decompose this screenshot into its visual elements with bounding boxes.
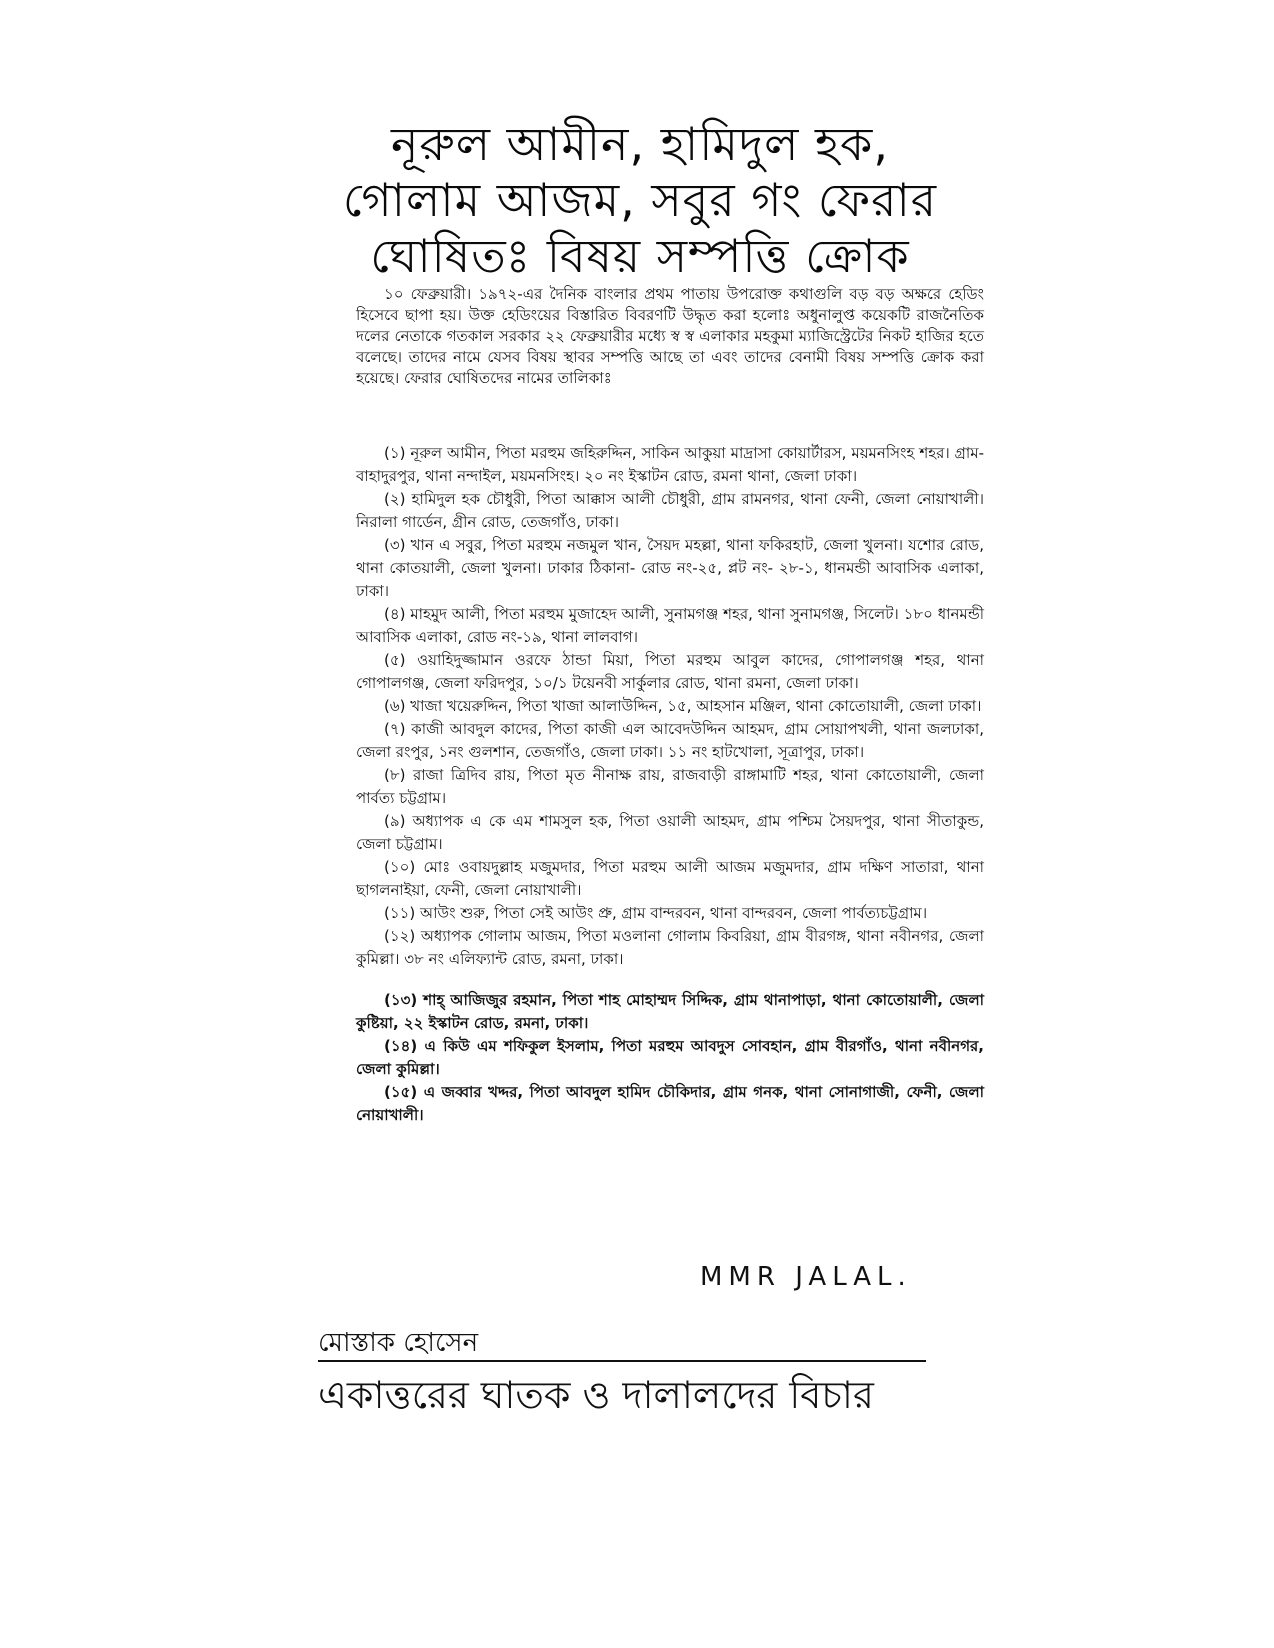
list-item: (১০) মোঃ ওবায়দুল্লাহ মজুমদার, পিতা মরহুম আলী আজম মজুমদার, গ্রাম দক্ষিণ সাতারা, থানা ছাগলনাইয়া, ফেনী, জেলা নোয়াখালী। (356, 858, 984, 899)
author-name: মোস্তাক হোসেন (318, 1328, 479, 1358)
list-item: (১৫) এ জব্বার খদ্দর, পিতা আবদুল হামিদ চৌকিদার, গ্রাম গনক, থানা সোনাগাজী, ফেনী, জেলা নোয়াখালী। (356, 1083, 984, 1124)
headline-line-3: ঘোষিতঃ বিষয় সম্পত্তি ক্রোক (370, 229, 910, 283)
list-item: (৮) রাজা ত্রিদিব রায়, পিতা মৃত নীনাক্ষ রায়, রাজবাড়ী রাঙ্গামাটি শহর, থানা কোতোয়ালী, জেলা পার্বত্য চট্টগ্রাম। (356, 766, 984, 807)
list-item: (৯) অধ্যাপক এ কে এম শামসুল হক, পিতা ওয়ালী আহমদ, গ্রাম পশ্চিম সৈয়দপুর, থানা সীতাকুন্ড, জেলা চট্টগ্রাম। (356, 812, 984, 853)
list-item: (২) হামিদুল হক চৌধুরী, পিতা আক্কাস আলী চৌধুরী, গ্রাম রামনগর, থানা ফেনী, জেলা নোয়াখালী। নিরালা গার্ডেন, গ্রীন রোড, তেজগাঁও, ঢাকা। (356, 490, 984, 531)
intro-paragraph (356, 284, 984, 389)
headline-line-2: গোলাম আজম, সবুর গং ফেরার (342, 173, 938, 227)
list-item: (৬) খাজা খয়েরুদ্দিন, পিতা খাজা আলাউদ্দিন, ১৫, আহসান মঞ্জিল, থানা কোতোয়ালী, জেলা ঢাকা। (384, 697, 982, 715)
book-title: একাত্তরের ঘাতক ও দালালদের বিচার (318, 1373, 874, 1417)
list-item: (৪) মাহমুদ আলী, পিতা মরহুম মুজাহেদ আলী, সুনামগঞ্জ শহর, থানা সুনামগঞ্জ, সিলেট। ১৮০ ধানমন্ডী আবাসিক এলাকা, রোড নং-১৯, থানা লালবাগ। (356, 605, 984, 646)
list-item: (৭) কাজী আবদুল কাদের, পিতা কাজী এল আবেদউদ্দিন আহমদ, গ্রাম সোয়াপখলী, থানা জলঢাকা, জেলা রংপুর, ১নং গুলশান, তেজগাঁও, জেলা ঢাকা। ১১ নং হাটখোলা, সূত্রাপুর, ঢাকা। (356, 720, 984, 761)
handwritten-signature: MMR JALAL. (700, 1262, 912, 1292)
list-item: (১১) আউং শুরু, পিতা সেই আউং প্রু, গ্রাম বান্দরবন, থানা বান্দরবন, জেলা পার্বত্যচট্টগ্রাম। (384, 904, 928, 922)
list-item: (১২) অধ্যাপক গোলাম আজম, পিতা মওলানা গোলাম কিবরিয়া, গ্রাম বীরগঙ্গ, থানা নবীনগর, জেলা কুমিল্লা। ৩৮ নং এলিফ্যান্ট রোড, রমনা, ঢাকা। (356, 927, 984, 968)
headline (300, 116, 980, 284)
headline-line-1: নূরুল আমীন, হামিদুল হক, (391, 117, 889, 171)
list-item: (৫) ওয়াহিদুজ্জামান ওরফে ঠান্ডা মিয়া, পিতা মরহুম আবুল কাদের, গোপালগঞ্জ শহর, থানা গোপালগঞ্জ, জেলা ফরিদপুর, ১০/১ টয়েনবী সার্কুলার রোড, থানা রমনা, জেলা ঢাকা। (356, 651, 984, 692)
list-item: (১৩) শাহ্ আজিজুর রহমান, পিতা শাহ মোহাম্মদ সিদ্দিক, গ্রাম থানাপাড়া, থানা কোতোয়ালী, জেলা কুষ্টিয়া, ২২ ইস্কাটন রোড, রমনা, ঢাকা। (356, 991, 984, 1032)
list-item: (১৪) এ কিউ এম শফিকুল ইসলাম, পিতা মরহুম আবদুস সোবহান, গ্রাম বীরগাঁও, থানা নবীনগর, জেলা কুমিল্লা। (356, 1037, 984, 1078)
list-item: (১) নূরুল আমীন, পিতা মরহুম জহিরুদ্দিন, সাকিন আকুয়া মাদ্রাসা কোয়ার্টারস, ময়মনসিংহ শহর। গ্রাম- বাহাদুরপুর, থানা নন্দাইল, ময়মনসিংহ। ২০ নং ইস্কাটন রোড, রমনা থানা, জেলা ঢাকা। (356, 444, 984, 485)
intro-text: ১০ ফেব্রুয়ারী। ১৯৭২-এর দৈনিক বাংলার প্রথম পাতায় উপরোক্ত কথাগুলি বড় বড় অক্ষরে হেডিং হিসেবে ছাপা হয়। উক্ত হেডিংয়ের বিস্তারিত বিবরণটি উদ্ধৃত করা হলোঃ অধুনালুপ্ত কয়েকটি রাজনৈতিক দলের নেতাকে গতকাল সরকার ২২ ফেব্রুয়ারীর মধ্যে স্ব স্ব এলাকার মহকুমা ম্যাজিস্ট্রেটের নিকট হাজির হতে বলেছে। তাদের নামে যেসব বিষয় স্থাবর সম্পত্তি আছে তা এবং তাদের বেনামী বিষয় সম্পত্তি ক্রোক করা হয়েছে। ফেরার ঘোষিতদের নামের তালিকাঃ (356, 285, 984, 387)
list-item: (৩) খান এ সবুর, পিতা মরহুম নজমুল খান, সৈয়দ মহল্লা, থানা ফকিরহাট, জেলা খুলনা। যশোর রোড, থানা কোতয়ালী, জেলা খুলনা। ঢাকার ঠিকানা- রোড নং-২৫, প্লট নং- ২৮-১, ধানমন্ডী আবাসিক এলাকা, ঢাকা। (356, 536, 984, 600)
fugitive-list (356, 442, 984, 1127)
divider (318, 1360, 926, 1362)
